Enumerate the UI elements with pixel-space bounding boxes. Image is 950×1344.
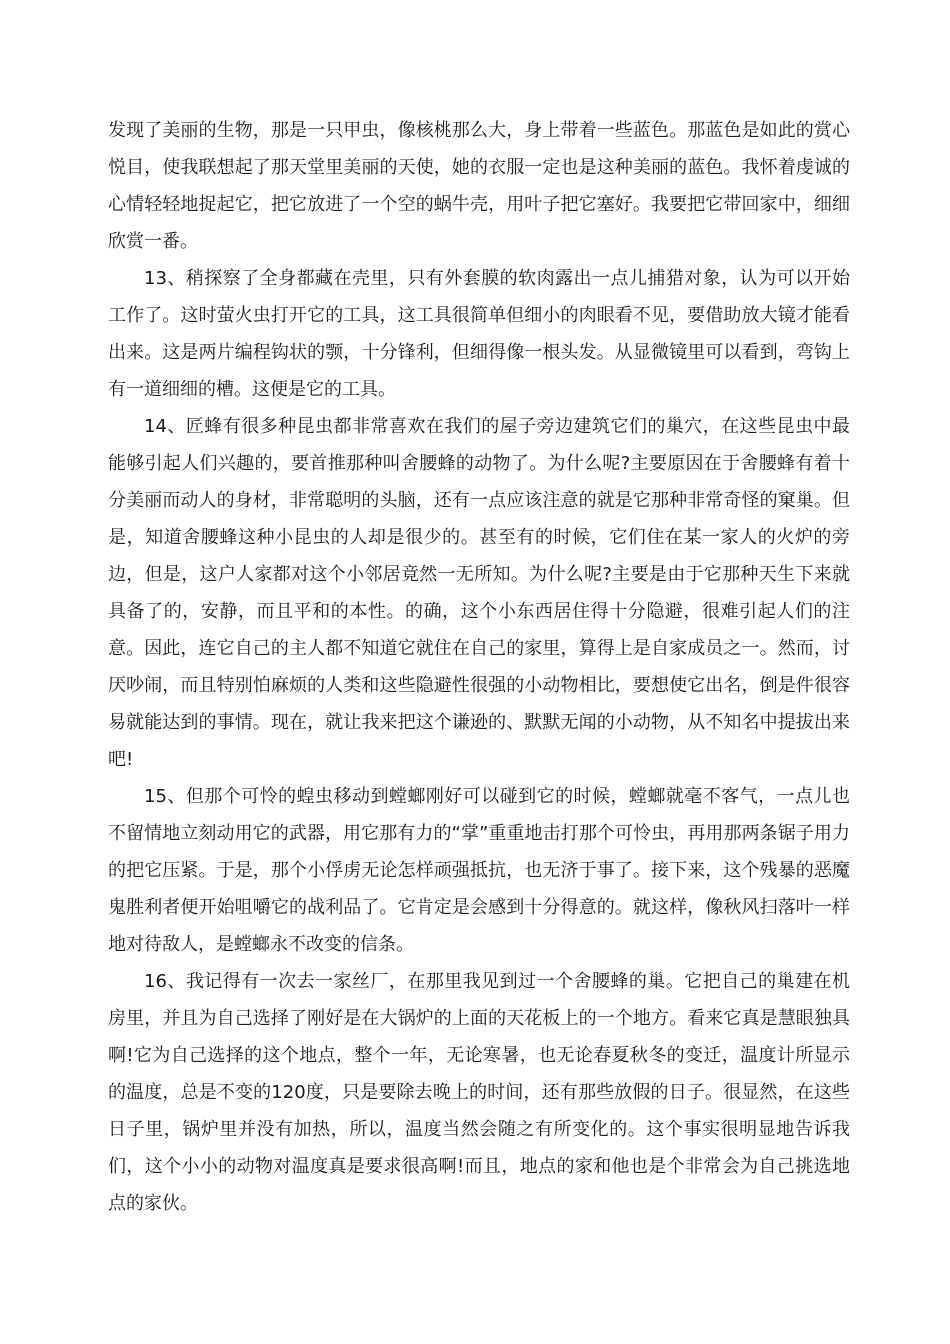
paragraph-continued-beetle: 发现了美丽的生物，那是一只甲虫，像核桃那么大，身上带着一些蓝色。那蓝色是如此的赏心悦目，使我联想起了那天堂里美丽的天使，她的衣服一定也是这种美丽的蓝色。我怀着虔诚的心情轻轻地捉起它，把它放进了一个空的蜗牛壳，用叶子把它塞好。我要把它带回家中，细细欣赏一番。 (108, 120, 850, 252)
document-page (108, 112, 850, 1222)
paragraph-15-mantis-hunting: 15、但那个可怜的蝗虫移动到螳螂刚好可以碰到它的时候，螳螂就毫不客气，一点儿也不留情地立刻动用它的武器，用它那有力的“掌”重重地击打那个可怜虫，再用那两条锯子用力的把它压紧。于是，那个小俘虏无论怎样顽强抵抗，也无济于事了。接下来，这个残暴的恶魔鬼胜利者便开始咀嚼它的战利品了。它肯定是会感到十分得意的。就这样，像秋风扫落叶一样地对待敌人，是螳螂永不改变的信条。 (108, 786, 850, 955)
paragraph-16-wasp-nest-factory: 16、我记得有一次去一家丝厂，在那里我见到过一个舍腰蜂的巢。它把自己的巢建在机房里，并且为自己选择了刚好是在大锅炉的上面的天花板上的一个地方。看来它真是慧眼独具啊!它为自己选择的这个地点，整个一年，无论寒暑，也无论春夏秋冬的变迁，温度计所显示的温度，总是不变的120度，只是要除去晚上的时间，还有那些放假的日子。很显然，在这些日子里，锅炉里并没有加热，所以，温度当然会随之有所变化的。这个事实很明显地告诉我们，这个小小的动物对温度真是要求很高啊!而且，地点的家和他也是个非常会为自己挑选地点的家伙。 (108, 971, 850, 1214)
paragraph-14-mason-wasp: 14、匠蜂有很多种昆虫都非常喜欢在我们的屋子旁边建筑它们的巢穴，在这些昆虫中最能够引起人们兴趣的，要首推那种叫舍腰蜂的动物了。为什么呢?主要原因在于舍腰蜂有着十分美丽而动人的身材，非常聪明的头脑，还有一点应该注意的就是它那种非常奇怪的窠巢。但是，知道舍腰蜂这种小昆虫的人却是很少的。甚至有的时候，它们住在某一家人的火炉的旁边，但是，这户人家都对这个小邻居竟然一无所知。为什么呢?主要是由于它那种天生下来就具备了的，安静，而且平和的本性。的确，这个小东西居住得十分隐避，很难引起人们的注意。因此，连它自己的主人都不知道它就住在自己的家里，算得上是自家成员之一。然而，讨厌吵闹，而且特别怕麻烦的人类和这些隐避性很强的小动物相比，要想使它出名，倒是件很容易就能达到的事情。现在，就让我来把这个谦逊的、默默无闻的小动物，从不知名中提拔出来吧! (108, 416, 850, 770)
paragraph-13-firefly-tools: 13、稍探察了全身都藏在壳里，只有外套膜的软肉露出一点儿捕猎对象，认为可以开始工作了。这时萤火虫打开它的工具，这工具很简单但细小的肉眼看不见，要借助放大镜才能看出来。这是两片编程钩状的颚，十分锋利，但细得像一根头发。从显微镜里可以看到，弯钩上有一道细细的槽。这便是它的工具。 (108, 268, 850, 400)
